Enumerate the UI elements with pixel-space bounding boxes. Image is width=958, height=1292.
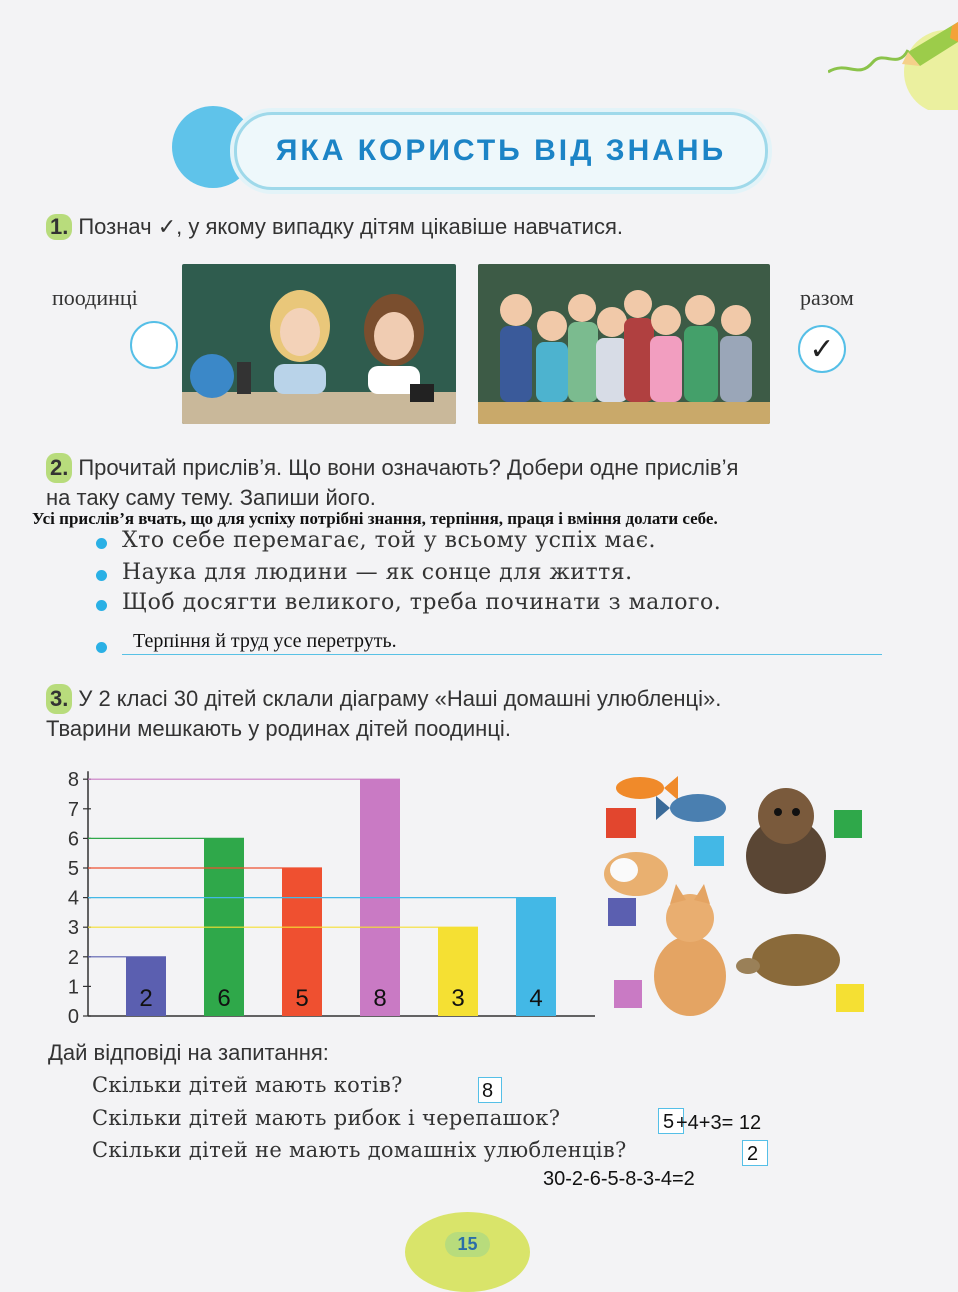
bar-value-label: 8: [373, 985, 387, 1012]
bullet: [96, 642, 107, 653]
y-tick-label: 2: [67, 946, 79, 969]
y-tick-label: 8: [67, 769, 79, 792]
legend-swatch-dog: [834, 810, 862, 838]
title-banner: [234, 112, 768, 190]
task2-text-line2: на таку саму тему. Запиши його.: [46, 485, 376, 510]
proverb-1: Хто себе перемагає, той у всьому успіх має.: [122, 528, 657, 553]
y-tick-label: 1: [67, 976, 79, 999]
question-1: Скільки дітей мають котів?: [92, 1073, 403, 1097]
bar-value-label: 4: [529, 985, 543, 1012]
y-tick-label: 7: [67, 798, 79, 821]
legend-swatch-turtle: [836, 984, 864, 1012]
task2-text-line1: Прочитай прислів’я. Що вони означають? Добери одне прислів’я: [78, 455, 739, 480]
y-tick-label: 6: [67, 828, 79, 851]
answer-box-3[interactable]: 2: [742, 1140, 768, 1166]
bar-value-label: 6: [217, 985, 231, 1012]
legend-swatch-fish: [606, 808, 636, 838]
checkbox-together[interactable]: [798, 325, 846, 373]
pets-bar-chart: [40, 760, 610, 1030]
bar-value-label: 2: [139, 985, 153, 1012]
turtle-icon: [736, 934, 840, 986]
task3-heading: [46, 684, 721, 744]
y-tick-label: 0: [67, 1006, 79, 1028]
task3-text-line2: Тварини мешкають у родинах дітей поодинці.: [46, 716, 511, 741]
y-tick-label: 5: [67, 858, 79, 880]
photo-group-together: [478, 264, 770, 424]
answer-line: [122, 654, 882, 655]
legend-swatch-guinea-pig: [608, 898, 636, 926]
answer-box-2[interactable]: 5: [658, 1108, 684, 1134]
y-tick-label: 3: [67, 917, 79, 940]
check-mark-icon: ✓: [809, 332, 835, 366]
cat-icon: [654, 884, 726, 1016]
page-number: 15: [445, 1232, 489, 1257]
page-number-badge: [405, 1212, 530, 1292]
task2-number: 2.: [46, 453, 72, 483]
page-title: ЯКА КОРИСТЬ ВІД ЗНАНЬ: [275, 134, 727, 167]
task1-number: 1.: [46, 214, 72, 240]
task2-heading: [46, 453, 738, 513]
dog-icon: [746, 788, 826, 894]
label-alone: поодинці: [52, 285, 138, 310]
guinea-pig-icon: [604, 852, 668, 896]
photo-girls-alone: [182, 264, 456, 424]
pets-legend: [598, 766, 873, 1024]
bar-value-label: 3: [451, 985, 465, 1012]
bullet: [96, 600, 107, 611]
answer-2-calc: +4+3= 12: [676, 1112, 762, 1134]
task2-explanation: Усі прислів’я вчать, що для успіху потрібні знання, терпіння, праця і вміння долати себе.: [32, 509, 718, 528]
checkbox-alone[interactable]: [130, 321, 178, 369]
proverb-answer[interactable]: Терпіння й труд усе перетруть.: [133, 630, 397, 652]
proverb-3: Щоб досягти великого, треба починати з малого.: [122, 590, 722, 615]
legend-swatch-blue-fish: [694, 836, 724, 866]
bar-value-label: 5: [295, 985, 309, 1012]
task3-number: 3.: [46, 684, 72, 714]
y-tick-label: 4: [67, 887, 79, 910]
proverb-2: Наука для людини — як сонце для життя.: [122, 560, 633, 585]
question-2: Скільки дітей мають рибок і черепашок?: [92, 1106, 561, 1130]
pencil-decoration: [828, 0, 958, 110]
blue-fish-icon: [656, 794, 726, 822]
fish-icon: [616, 776, 678, 800]
questions-intro: Дай відповіді на запитання:: [48, 1040, 329, 1065]
question-3: Скільки дітей не мають домашніх улюбленців?: [92, 1138, 627, 1162]
bullet: [96, 538, 107, 549]
task1-text: Познач ✓, у якому випадку дітям цікавіше навчатися.: [78, 214, 623, 239]
task3-text-line1: У 2 класі 30 дітей склали діаграму «Наші домашні улюбленці».: [78, 686, 722, 711]
answer-box-1[interactable]: 8: [478, 1077, 502, 1103]
bullet: [96, 570, 107, 581]
task1-heading: [46, 214, 623, 240]
legend-swatch-cat: [614, 980, 642, 1008]
calculation: 30-2-6-5-8-3-4=2: [543, 1168, 695, 1190]
label-together: разом: [800, 285, 854, 310]
